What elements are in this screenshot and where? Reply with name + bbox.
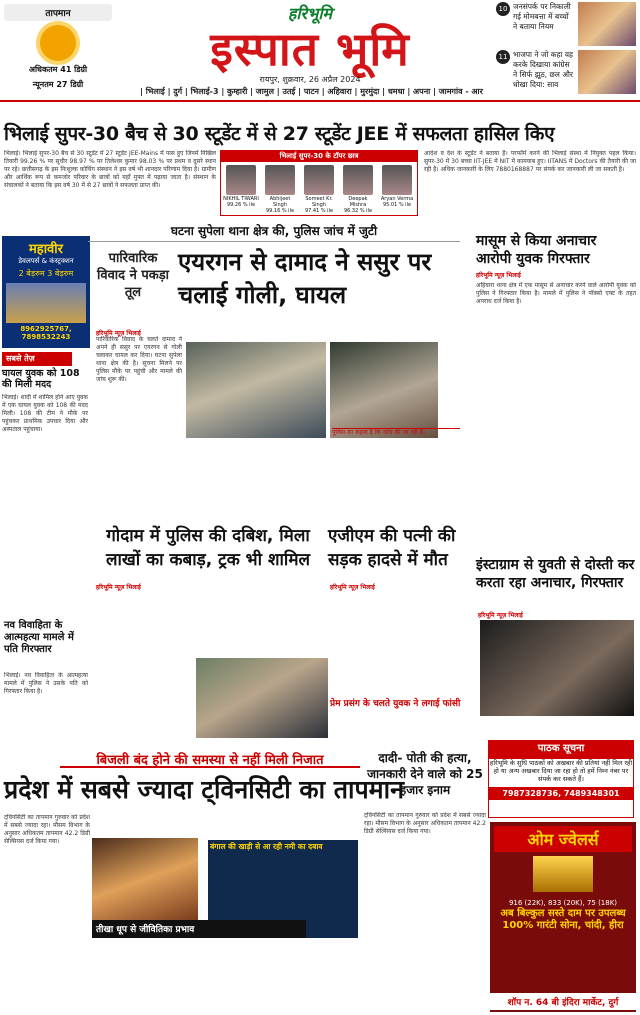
pathak-box [488,758,634,818]
masthead-area [0,0,640,102]
sun-icon [40,25,76,61]
topper-photo [304,165,334,195]
om-jewellers-ad[interactable] [490,822,636,1012]
temperature-box [4,4,112,98]
topper-card [223,163,259,215]
page-number: 10 [496,2,510,16]
page-number: 11 [496,50,510,64]
mahaveer-ad[interactable] [2,236,90,348]
topper-photo [226,165,256,195]
topper-name: Abhijeet Singh [269,196,291,208]
byline: हरिभूमि न्यूज़ भिलाई [330,584,375,591]
news-photo [480,620,634,716]
dadi-headline[interactable]: दादी- पोती की हत्या, जानकारी देने वाले को 25 हजार इनाम [367,751,483,797]
news-photo [186,342,326,438]
lead-body-left: भिलाई। भिलाई सुपर-30 बैच से 30 स्टूडेंट में 27 स्टूडेंट JEE-Mains में पास हुए जिनमें निखिल तिवारी 99.26 % पर सुधीर 98.97 % पर तिलेश्वर कुमार 98.03 % पर प्रथम व दूसरे स्थान पर रहे। छत्तीसगढ़ के इस निःशुल्क कोचिंग संस्थान ने इस वर्ष भी शानदार परिणाम दिया है। ग्रामीण और आर्थिक रूप से कमजोर परिवार के छात्रों को यहाँ मुफ्त में पढ़ाया जाता है। संस्थान के संचालकों ने बताया कि इस वर्ष 30 में से 27 छात्रों ने सफलता प्राप्त की। [4,150,216,189]
ad-photo [6,283,86,323]
teaser-text: भाजपा ने जो कहा वह करके दिखाया कांग्रेस ने सिर्फ झूठ, छल और धोखा दिया: साव [513,50,574,89]
pathak-phones[interactable]: 7987328736, 7489348301 [489,787,633,800]
news-photo [92,838,198,920]
main-body: पारिवारिक विवाद के चलते दामाद ने अपने ही ससुर पर एयरगन से गोली चलाकर घायल कर दिया। घटना सुपेला थाना क्षेत्र की है। सूचना मिलने पर पुलिस मौके पर पहुंची और मामले की जांच शुरू की। [96,336,182,383]
ad-offer: 2 बेड़रुम 3 बेड़रुम [18,269,74,278]
topper-card [301,163,337,215]
weather-title: बंगाल की खाड़ी से आ रही नमी का दबाव [210,842,323,851]
byline: हरिभूमि न्यूज़ भिलाई [96,330,141,337]
topper-photo [382,165,412,195]
pathak-text: हरिभूमि के सुधि पाठकों को अखबार की प्रतियां नहीं मिल रही हो या अन्य अखबार दिया जा रहा हो तो हमें निम्न नंबर पर संपर्क कर सकते हैं। [489,759,633,783]
topper-score: 99.26 % ile [226,202,256,208]
left-news-body: भिलाई। शादी में शामिल होने आए युवक में एक घायल युवक को 108 की मदद मिली। 108 की टीम ने मौके पर पहुंचकर प्राथमिक उपचार दिया और अस्पताल पहुंचाया। [2,394,88,433]
temperature-label: तापमान [4,4,112,21]
toppers-box [220,150,418,216]
teaser-item[interactable] [496,50,636,94]
topper-score: 97.41 % ile [304,208,334,214]
byline: हरिभूमि न्यूज़ भिलाई [476,272,521,279]
topper-score: 95.01 % ile [382,202,412,208]
dateline: रायपुर, शुक्रवार, 26 अप्रैल 2024 [259,75,361,84]
paper-title: इस्पात भूमि [210,22,410,76]
city-nav: | भिलाई | दुर्ग | भिलाई-3 | कुम्हारी | जामुल | उतई | पाटन | अहिवारा | मुरमुंदा | धमधा | अपना | जामगांव - आर [140,87,483,96]
topper-name: Aryan Verma [380,196,414,202]
topper-card [379,163,415,215]
teaser-item[interactable] [496,2,636,46]
topper-card [340,163,376,215]
lead-headline[interactable]: भिलाई सुपर-30 बैच से 30 स्टूडेंट में से 27 स्टूडेंट JEE में सफलता हासिल किए [4,123,555,145]
ad-photo [533,856,593,892]
top-right-teasers [496,2,636,98]
dadi-body: ट्विनसिटी का तापमान गुरुवार को प्रदेश में सबसे ज्यादा रहा। मौसम विभाग के अनुसार अधिकतम तापमान 42.2 डिग्री सेल्सियस दर्ज किया गया। [364,812,486,835]
topper-card [262,163,298,215]
topper-score: 99.16 % ile [265,208,295,214]
bottom-headline[interactable]: प्रदेश में सबसे ज्यादा ट्विनसिटी का तापमान [4,775,404,804]
main-headline[interactable]: एयरगन से दामाद ने ससुर पर चलाई गोली, घायल [178,248,432,309]
ad-brand: महावीर [29,242,63,257]
story-kicker: घटना सुपेला थाना क्षेत्र की, पुलिस जांच में जुटी [88,222,460,242]
min-temperature: न्यूनतम 27 डिग्री [32,80,84,89]
topper-name: Someet Kr. Singh [305,196,333,208]
lead-body-right: आदेश व देश के स्टूडेंट ने बताया है। परफॉर्म करने की भिलाई संस्था में नियुक्त पहल किया। सुपर-30 में 30 बच्चा IIT-JEE में NIT में कामयाब हुए। IITANS में Doctors की तैयारी की जा रही है। अधिक जानकारी के लिए 7880168887 पर संपर्क कर जानकारी ली जा सकती है। [424,150,636,173]
bijli-headline[interactable]: बिजली बंद होने की समस्या से नहीं मिली निजात [60,750,360,768]
right-headline[interactable]: मासूम से किया अनाचार आरोपी युवक गिरफ्तार [476,233,597,267]
right-body: अहिवारा थाना क्षेत्र में एक मासूम से अनाचार करने वाले आरोपी युवक को पुलिस ने गिरफ्तार किया है। मामले में पुलिस ने पॉक्सो एक्ट के तहत अपराध दर्ज किया है। [476,282,636,305]
ad-guarantee: 100% गारंटी सोना, चांदी, हीरा [502,920,624,931]
pull-quote: पुलिस का कहना है कि जांच की जा रही है। [332,428,460,480]
ad-offer: अब बिल्कुल सस्ते दाम पर उपलब्ध [500,908,626,919]
brand-logo: हरिभूमि [287,4,333,23]
bottom-body: ट्विनसिटी का तापमान गुरुवार को प्रदेश में सबसे ज्यादा रहा। मौसम विभाग के अनुसार अधिकतम तापमान 42.2 डिग्री सेल्सियस दर्ज किया गया। [4,814,90,845]
gold-rates: 916 (22K), 833 (20K), 75 (18K) [508,899,618,907]
news-photo [196,658,328,738]
topper-name: Deepak Mishra [348,196,368,208]
topper-name: NIKHIL TIWARI [223,196,259,202]
section-label: सबसे तेज़ [2,352,72,366]
side-label: पारिवारिक विवाद ने पकड़ा तूल [96,251,170,300]
ad-address: शॉप न. 64 बी इंदिरा मार्केट, दुर्ग [490,993,636,1010]
nayav-body: भिलाई। नव विवाहिता के आत्महत्या मामले में पुलिस ने उसके पति को गिरफ्तार किया है। [4,672,88,695]
aiims-headline[interactable]: एजीएम की पत्नी की सड़क हादसे में मौत [328,526,456,570]
aiims-subhead[interactable]: प्रेम प्रसंग के चलते युवक ने लगाई फांसी [330,699,461,709]
pathak-title: पाठक सूचना [488,740,634,758]
topper-score: 96.32 % ile [343,208,373,214]
byline: हरिभूमि न्यूज़ भिलाई [96,584,141,591]
nayav-headline[interactable]: नव विवाहिता के आत्महत्या मामले में पति गिरफ्तार [4,620,74,655]
ad-brand: ओम ज्वेलर्स [494,826,632,852]
teaser-photo [578,2,636,46]
godam-headline[interactable]: गोदाम में पुलिस की दबिश, मिला लाखों का कबाड़, ट्रक भी शामिल [105,526,311,570]
left-news-headline[interactable]: घायल युवक को 108 की मिली मदद [2,368,80,390]
photo-caption: तीखा धूप से जीवितिका प्रभाव [92,920,306,938]
topper-photo [343,165,373,195]
newspaper-title [140,2,480,86]
max-temperature: अधिकतम 41 डिग्री [28,65,88,74]
news-photo [330,342,438,438]
teaser-photo [578,50,636,94]
teaser-text: जनसंपर्क पर निकाली गई मोमबत्ता में बच्चों ने बताया नियम [513,2,571,31]
ad-phones: 8962925767, 7898532243 [20,325,72,341]
toppers-title: भिलाई सुपर-30 के टॉपर छात्र [221,151,417,162]
topper-photo [265,165,295,195]
right-story [476,232,636,512]
ad-subtitle: डेवलपर्स & कंस्ट्रक्शन [18,257,74,265]
insta-headline[interactable]: इंस्टाग्राम से युवती से दोस्ती कर करता रहा अनाचार, गिरफ्तार [476,557,635,591]
byline: हरिभूमि न्यूज़ भिलाई [478,612,523,619]
